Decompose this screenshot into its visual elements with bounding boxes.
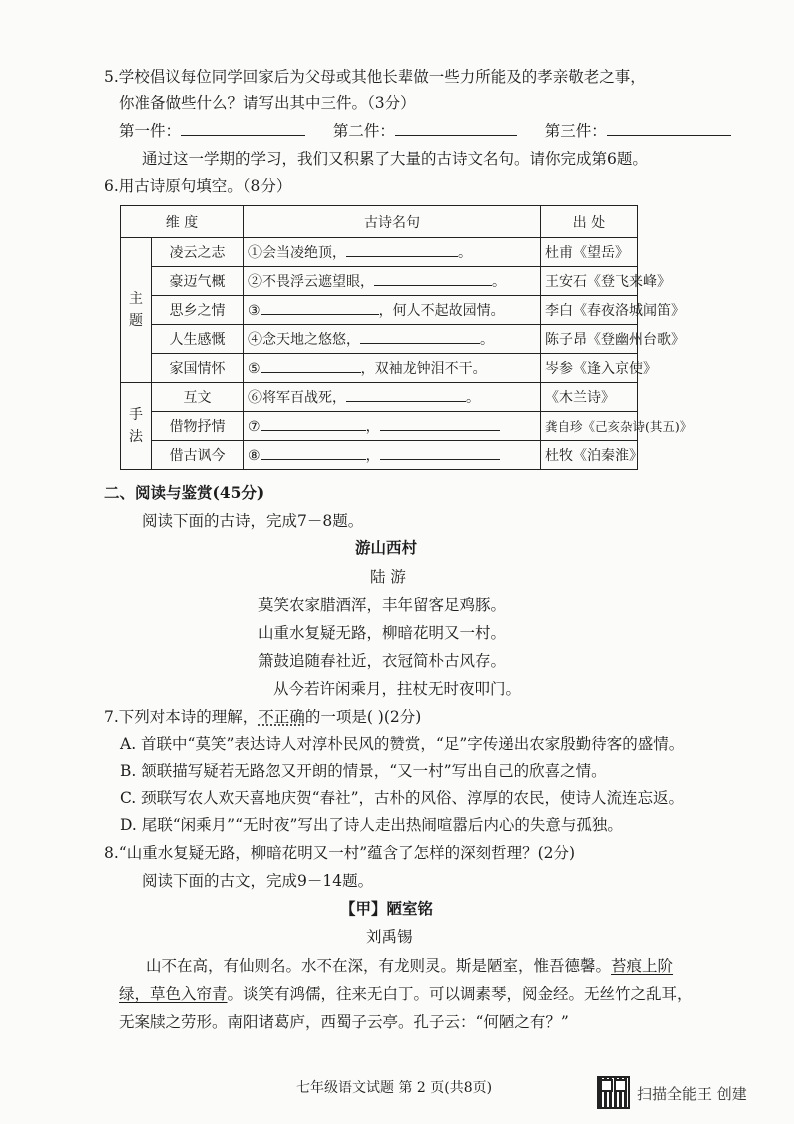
- row-source: 李白《春夜洛城闻笛》: [541, 296, 638, 325]
- table-row: [121, 267, 638, 296]
- row-source: 《木兰诗》: [541, 383, 638, 412]
- table-row: [121, 412, 638, 441]
- row-source: 陈子昂《登幽州台歌》: [541, 325, 638, 354]
- answer-blank[interactable]: [346, 243, 458, 257]
- answer-blank[interactable]: [380, 446, 500, 460]
- answer-blank[interactable]: [261, 301, 379, 315]
- row-dimension: 借古讽今: [152, 441, 244, 470]
- row-dimension: 人生感慨: [152, 325, 244, 354]
- row-dimension: 借物抒情: [152, 412, 244, 441]
- answer-blank[interactable]: [261, 446, 366, 460]
- q9-14-intro: 阅读下面的古文，完成9－14题。: [142, 872, 374, 890]
- row-dimension: 家国情怀: [152, 354, 244, 383]
- q5-answers: [119, 120, 731, 142]
- q7-stem: 7.下列对本诗的理解，不正确的一项是( )(2分): [104, 708, 422, 726]
- row-poem-line: ③ ，何人不起故园情。: [244, 296, 541, 325]
- q7-option-b[interactable]: B. 颔联描写疑若无路忽又开朗的情景，“又一村”写出自己的欣喜之情。: [120, 762, 607, 780]
- answer-blank[interactable]: [374, 272, 492, 286]
- poem-line: 山重水复疑无路，柳暗花明又一村。: [258, 624, 507, 642]
- row-poem-line: ⑧ ，: [244, 441, 541, 470]
- row-poem-line: ②不畏浮云遮望眼， 。: [244, 267, 541, 296]
- row-poem-line: ⑥将军百战死， 。: [244, 383, 541, 412]
- prose-line: 山不在高，有仙则名。水不在深，有龙则灵。斯是陋室，惟吾德馨。苔痕上阶: [146, 957, 674, 975]
- row-source: 王安石《登飞来峰》: [541, 267, 638, 296]
- poem-line: 莫笑农家腊酒浑，丰年留客足鸡豚。: [258, 596, 507, 614]
- row-poem-line: ①会当凌绝顶， 。: [244, 238, 541, 267]
- poem-line: 从今若许闲乘月，拄杖无时夜叩门。: [273, 680, 522, 698]
- q5-third-label: 第三件：: [544, 122, 607, 140]
- table-row: [121, 296, 638, 325]
- poem-title: 游山西村: [355, 538, 418, 557]
- q6-intro: 通过这一学期的学习，我们又积累了大量的古诗文名句。请你完成第6题。: [142, 150, 648, 168]
- q5-first-label: 第一件：: [119, 122, 182, 140]
- q7-option-c[interactable]: C. 颈联写农人欢天喜地庆贺“春社”，古朴的风俗、淳厚的农民，使诗人流连忘返。: [120, 789, 685, 807]
- row-dimension: 思乡之情: [152, 296, 244, 325]
- q5-second-blank[interactable]: [395, 121, 517, 136]
- poem-fill-table: [120, 205, 693, 470]
- page-footer: 七年级语文试题 第 2 页(共8页): [296, 1080, 493, 1096]
- answer-blank[interactable]: [360, 330, 480, 344]
- group-theme-label: 主 题: [121, 238, 152, 383]
- row-source: 杜牧《泊秦淮》: [541, 441, 638, 470]
- table-row: [121, 441, 638, 470]
- row-poem-line: ⑤ ，双袖龙钟泪不干。: [244, 354, 541, 383]
- poem-line: 箫鼓追随春社近，衣冠简朴古风存。: [258, 652, 507, 670]
- q7-option-a[interactable]: A. 首联中“莫笑”表达诗人对淳朴民风的赞赏，“足”字传递出农家殷勤待客的盛情。: [120, 735, 685, 753]
- group-technique-label: 手 法: [121, 383, 152, 470]
- q7-8-intro: 阅读下面的古诗，完成7－8题。: [142, 512, 364, 530]
- prose-author: 刘禹锡: [366, 928, 413, 946]
- answer-blank[interactable]: [346, 388, 466, 402]
- section2-heading: 二、阅读与鉴赏(45分): [104, 483, 265, 502]
- header-dimension: 维 度: [121, 206, 244, 238]
- q7-stem-key: 不正确: [258, 708, 305, 726]
- prose-title: 【甲】陋室铭: [340, 899, 434, 918]
- row-poem-line: ⑦ ，: [244, 412, 541, 441]
- poem-author: 陆 游: [370, 568, 406, 586]
- row-source: 龚自珍《己亥杂诗(其五)》: [541, 412, 638, 441]
- row-dimension: 豪迈气概: [152, 267, 244, 296]
- table-row: [121, 354, 638, 383]
- table-row: [121, 238, 638, 267]
- q5-third-blank[interactable]: [607, 121, 731, 136]
- scanner-watermark: 扫描全能王 创建: [637, 1085, 747, 1103]
- header-poem-line: 古诗名句: [244, 206, 541, 238]
- answer-blank[interactable]: [261, 359, 361, 373]
- row-dimension: 互文: [152, 383, 244, 412]
- prose-line: 绿，草色入帘青。谈笑有鸿儒，往来无白丁。可以调素琴，阅金经。无丝竹之乱耳，: [119, 985, 693, 1003]
- qr-code-icon: [597, 1076, 630, 1109]
- q5-first-blank[interactable]: [181, 121, 305, 136]
- q5-second-label: 第二件：: [332, 122, 395, 140]
- q5-line2: 你准备做些什么？请写出其中三件。（3分）: [119, 94, 416, 112]
- q7-option-d[interactable]: D. 尾联“闲乘月”“无时夜”写出了诗人走出热闹喧嚣后内心的失意与孤独。: [120, 816, 623, 834]
- q8-stem: 8.“山重水复疑无路，柳暗花明又一村”蕴含了怎样的深刻哲理？(2分): [104, 844, 576, 862]
- row-source: 岑参《逢入京使》: [541, 354, 638, 383]
- q6-title: 6.用古诗原句填空。（8分）: [104, 177, 292, 195]
- answer-blank[interactable]: [380, 417, 500, 431]
- table-row: [121, 325, 638, 354]
- table-header-row: [121, 206, 638, 238]
- answer-blank[interactable]: [261, 417, 366, 431]
- prose-line: 无案牍之劳形。南阳诸葛庐，西蜀子云亭。孔子云：“何陋之有？”: [119, 1013, 569, 1031]
- q5-line1: 5.学校倡议每位同学回家后为父母或其他长辈做一些力所能及的孝亲敬老之事，: [104, 68, 646, 86]
- row-dimension: 凌云之志: [152, 238, 244, 267]
- row-poem-line: ④念天地之悠悠， 。: [244, 325, 541, 354]
- table-row: [121, 383, 638, 412]
- header-source: 出 处: [541, 206, 638, 238]
- row-source: 杜甫《望岳》: [541, 238, 638, 267]
